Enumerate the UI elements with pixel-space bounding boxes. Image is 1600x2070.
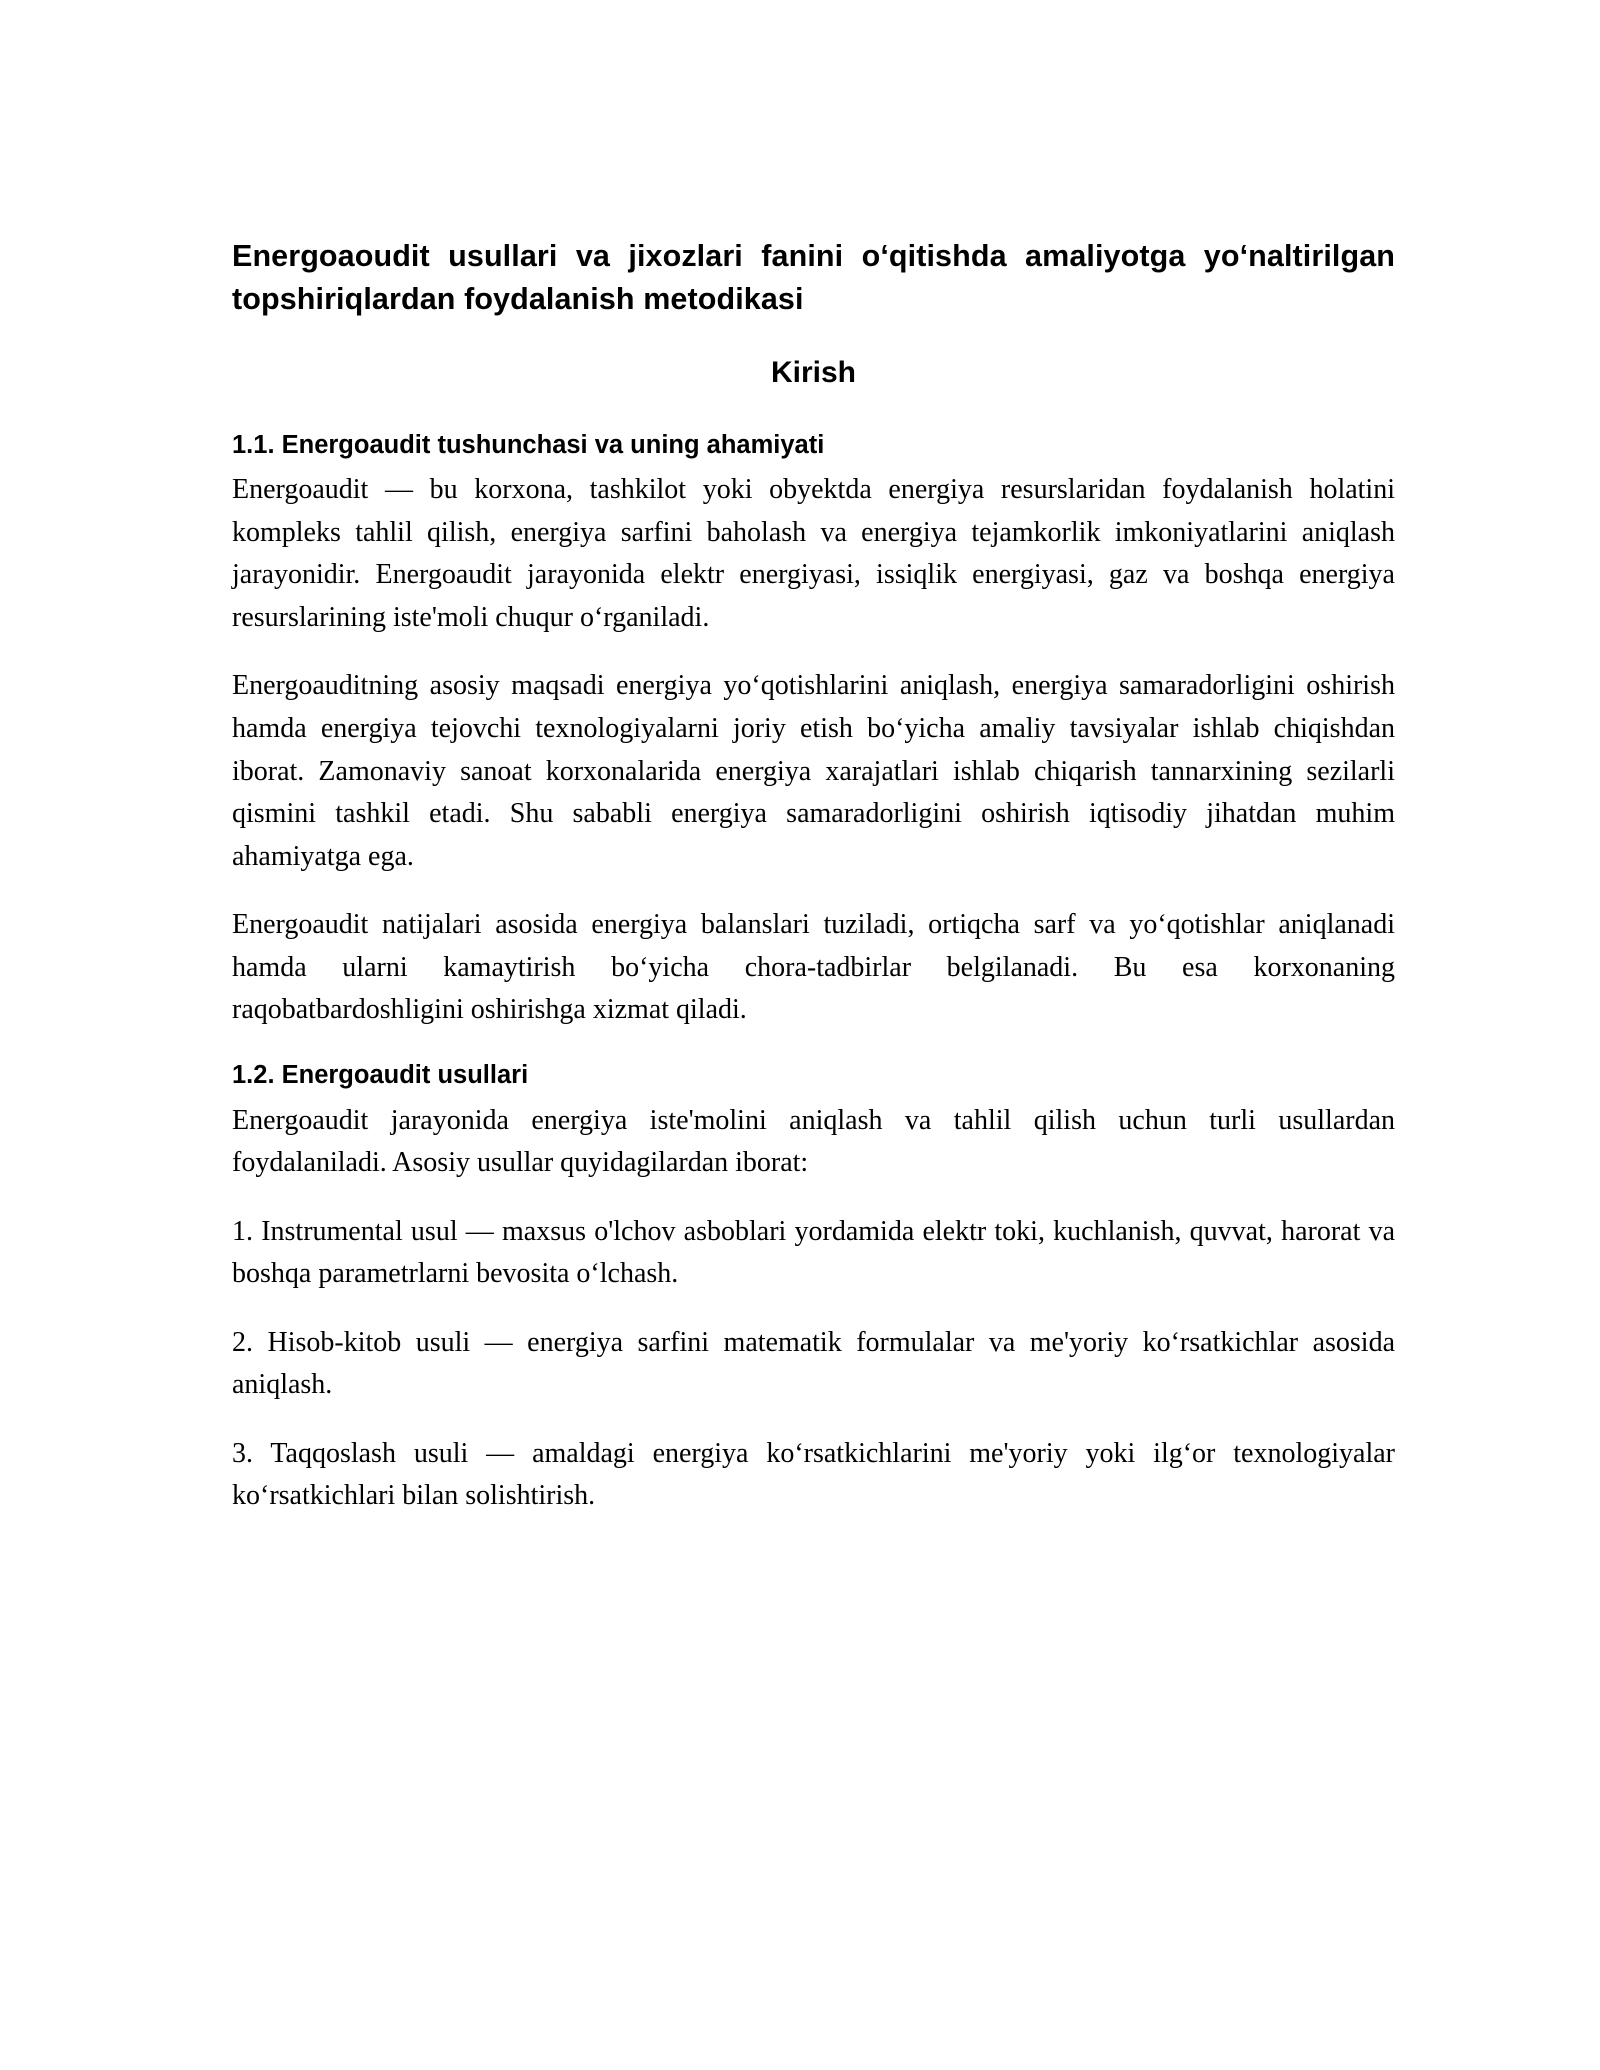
page-title: Energoaoudit usullari va jixozlari fanini o‘qitishda amaliyotga yo‘naltirilgan topshiriqlardan foydalanish metodikasi [232,239,1395,317]
section-heading-1-2: 1.2. Energoaudit usullari [232,1060,529,1089]
paragraph-1-1-2: Energoauditning asosiy maqsadi energiya yo‘qotishlarini aniqlash, energiya samaradorligini oshirish hamda energiya tejovchi texnologiyalarni joriy etish bo‘yicha amaliy tavsiyalar ishlab chiqishdan iborat. Zamonaviy sanoat korxonalarida energiya xarajatlari ishlab chiqarish tannarxining sezilarli qismini tashkil etadi. Shu sababli energiya samaradorligini oshirish iqtisodiy jihatdan muhim ahamiyatga ega. [232,670,1395,872]
paragraph-1-1-1: Energoaudit — bu korxona, tashkilot yoki obyektda energiya resurslaridan foydalanish holatini kompleks tahlil qilish, energiya sarfini baholash va energiya tejamkorlik imkoniyatlarini aniqlash jarayonidir. Energoaudit jarayonida elektr energiyasi, issiqlik energiyasi, gaz va boshqa energiya resurslarining iste'moli chuqur o‘rganiladi. [232,474,1395,633]
section-heading-1-1: 1.1. Energoaudit tushunchasi va uning ahamiyati [232,430,825,459]
method-item-3: 3. Taqqoslash usuli — amaldagi energiya ko‘rsatkichlarini me'yoriy yoki ilg‘or texnologiyalar ko‘rsatkichlari bilan solishtirish. [232,1437,1395,1512]
paragraph-1-1-3: Energoaudit natijalari asosida energiya balanslari tuziladi, ortiqcha sarf va yo‘qotishlar aniqlanadi hamda ularni kamaytirish bo‘yicha chora-tadbirlar belgilanadi. Bu esa korxonaning raqobatbardoshligini oshirishga xizmat qiladi. [232,909,1395,1026]
paragraph-1-2-intro: Energoaudit jarayonida energiya iste'molini aniqlash va tahlil qilish uchun turli usullardan foydalaniladi. Asosiy usullar quyidagilardan iborat: [232,1104,1395,1179]
intro-heading: Kirish [770,355,857,389]
method-item-2: 2. Hisob-kitob usuli — energiya sarfini matematik formulalar va me'yoriy ko‘rsatkichlar asosida aniqlash. [232,1326,1395,1401]
method-item-1: 1. Instrumental usul — maxsus o'lchov asboblari yordamida elektr toki, kuchlanish, quvvat, harorat va boshqa parametrlarni bevosita o‘lchash. [232,1215,1395,1290]
